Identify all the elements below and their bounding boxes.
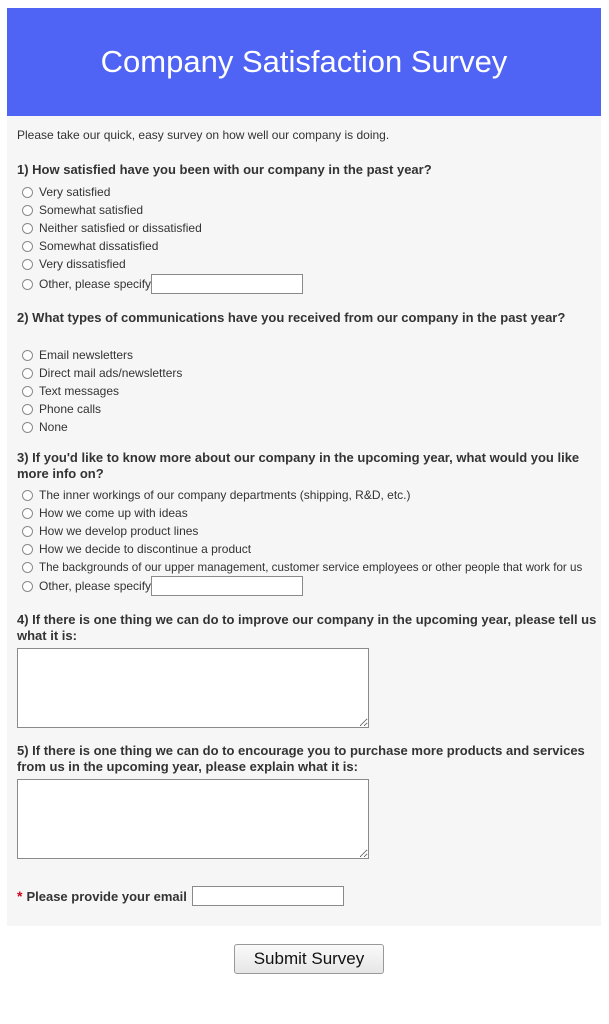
q3-option[interactable] bbox=[22, 522, 198, 540]
radio-button[interactable] bbox=[22, 279, 33, 290]
radio-button[interactable] bbox=[22, 259, 33, 270]
question-1-title: 1) How satisfied have you been with our company in the past year? bbox=[17, 162, 432, 177]
radio-button[interactable] bbox=[22, 404, 33, 415]
radio-button[interactable] bbox=[22, 205, 33, 216]
option-label: Other, please specify bbox=[39, 579, 152, 593]
q1-option[interactable] bbox=[22, 237, 158, 255]
question-2-title: 2) What types of communications have you received from our company in the past year? bbox=[17, 310, 566, 325]
radio-button[interactable] bbox=[22, 490, 33, 501]
q3-option[interactable] bbox=[22, 504, 188, 522]
email-row bbox=[17, 886, 344, 906]
q3-other-input[interactable] bbox=[151, 576, 303, 596]
option-label: Email newsletters bbox=[39, 348, 134, 362]
q1-option[interactable] bbox=[22, 183, 110, 201]
question-4-title: 4) If there is one thing we can do to improve our company in the upcoming year, please tell us what it is: bbox=[17, 612, 597, 643]
q3-option[interactable] bbox=[22, 558, 582, 576]
q2-option[interactable] bbox=[22, 400, 101, 418]
q3-option[interactable] bbox=[22, 486, 411, 504]
option-label: Neither satisfied or dissatisfied bbox=[39, 221, 202, 235]
radio-button[interactable] bbox=[22, 562, 33, 573]
radio-button[interactable] bbox=[22, 223, 33, 234]
option-label: Somewhat dissatisfied bbox=[39, 239, 159, 253]
radio-button[interactable] bbox=[22, 581, 33, 592]
option-label: How we decide to discontinue a product bbox=[39, 542, 252, 556]
q2-option[interactable] bbox=[22, 418, 68, 436]
radio-button[interactable] bbox=[22, 386, 33, 397]
q1-option[interactable] bbox=[22, 219, 202, 237]
q2-option[interactable] bbox=[22, 364, 182, 382]
option-label: How we develop product lines bbox=[39, 524, 199, 538]
email-input[interactable] bbox=[192, 886, 344, 906]
option-label: How we come up with ideas bbox=[39, 506, 188, 520]
q3-option[interactable] bbox=[22, 540, 251, 558]
q1-other-input[interactable] bbox=[151, 274, 303, 294]
survey-intro: Please take our quick, easy survey on how well our company is doing. bbox=[17, 128, 390, 142]
option-label: Very dissatisfied bbox=[39, 257, 126, 271]
question-5-title: 5) If there is one thing we can do to encourage you to purchase more products and services from us in the upcoming year, please explain what it is: bbox=[17, 743, 585, 774]
radio-button[interactable] bbox=[22, 526, 33, 537]
option-label: The inner workings of our company departments (shipping, R&D, etc.) bbox=[39, 488, 411, 502]
option-label: Very satisfied bbox=[39, 185, 111, 199]
q2-option[interactable] bbox=[22, 382, 119, 400]
q1-option-other[interactable] bbox=[22, 275, 303, 293]
radio-button[interactable] bbox=[22, 350, 33, 361]
page-title: Company Satisfaction Survey bbox=[100, 44, 508, 79]
radio-button[interactable] bbox=[22, 422, 33, 433]
required-marker: * bbox=[17, 888, 23, 904]
radio-button[interactable] bbox=[22, 544, 33, 555]
option-label: Other, please specify bbox=[39, 277, 152, 291]
option-label: None bbox=[39, 420, 68, 434]
radio-button[interactable] bbox=[22, 241, 33, 252]
radio-button[interactable] bbox=[22, 187, 33, 198]
submit-survey-button[interactable]: Submit Survey bbox=[234, 944, 384, 974]
q4-answer-textarea[interactable] bbox=[17, 648, 369, 728]
q2-option[interactable] bbox=[22, 346, 133, 364]
survey-header bbox=[7, 8, 601, 116]
q5-answer-textarea[interactable] bbox=[17, 779, 369, 859]
option-label: Somewhat satisfied bbox=[39, 203, 144, 217]
option-label: The backgrounds of our upper management, customer service employees or other people that work for us bbox=[39, 560, 583, 574]
q1-option[interactable] bbox=[22, 201, 143, 219]
option-label: Direct mail ads/newsletters bbox=[39, 366, 183, 380]
q1-option[interactable] bbox=[22, 255, 126, 273]
option-label: Text messages bbox=[39, 384, 120, 398]
q3-option-other[interactable] bbox=[22, 577, 303, 595]
email-label: Please provide your email bbox=[26, 888, 187, 904]
radio-button[interactable] bbox=[22, 368, 33, 379]
radio-button[interactable] bbox=[22, 508, 33, 519]
question-3-title: 3) If you'd like to know more about our company in the upcoming year, what would you like more info on? bbox=[17, 450, 580, 481]
option-label: Phone calls bbox=[39, 402, 102, 416]
